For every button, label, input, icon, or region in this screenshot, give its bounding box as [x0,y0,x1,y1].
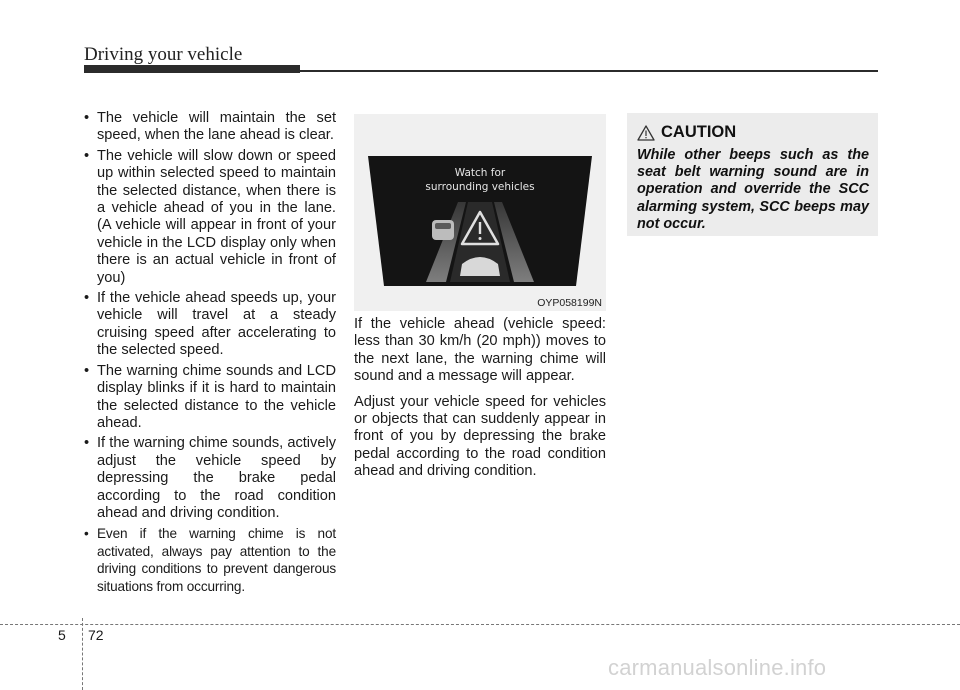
page-header-title: Driving your vehicle [84,44,243,65]
caution-text: While other beeps such as the seat belt warning sound are in operation and override the SCC alarming system, SCC beeps may not occur. [637,147,869,232]
paragraph: Adjust your vehicle speed for vehicles or objects that can suddenly appear in front of you by depressing the brake pedal according to the road condition ahead and driving condition. [354,393,606,480]
caution-header [637,123,736,142]
cluster-display-illustration [354,114,606,311]
bullet-item: • The vehicle will maintain the set speed, when the lane ahead is clear. [84,110,336,145]
chapter-number: 5 [58,627,66,643]
bullet-item: • Even if the warning chime is not activated, always pay attention to the driving conditions to prevent dangerous situations from occurring. [84,525,336,595]
bullet-item: • If the warning chime sounds, actively adjust the vehicle speed by depressing the brake pedal according to the road condition ahead and driving condition. [84,435,336,522]
footer-rule [0,624,960,625]
watermark: carmanualsonline.info [608,655,827,680]
footer-divider [82,618,83,690]
bullet-item: • The vehicle will slow down or speed up within selected speed to maintain the selected distance, when there is a vehicle ahead of you in the lane. (A vehicle will appear in front of your vehicle in the LCD display only when there is an actual vehicle in front of you) [84,148,336,287]
page-number: 72 [88,627,104,643]
bullet-item: • If the vehicle ahead speeds up, your vehicle will travel at a steady cruising speed after accelerating to the selected speed. [84,290,336,360]
caution-title: CAUTION [661,123,737,141]
warning-triangle-icon [637,125,655,141]
left-text-column [84,110,336,598]
header-rule-thin [300,70,878,72]
header-rule-thick [84,65,300,73]
middle-text-column [354,316,606,489]
bullet-item: • The warning chime sounds and LCD display blinks if it is hard to maintain the selected distance to the vehicle ahead. [84,363,336,433]
caution-box [627,113,878,236]
display-message-line1: Watch for [454,167,506,179]
cluster-display-figure [354,114,606,311]
figure-code: OYP058199N [537,297,602,309]
paragraph: If the vehicle ahead (vehicle speed: less than 30 km/h (20 mph)) moves to the next lane, the warning chime will sound and a message will appear. [354,316,606,385]
display-message-line2: surrounding vehicles [425,181,535,193]
